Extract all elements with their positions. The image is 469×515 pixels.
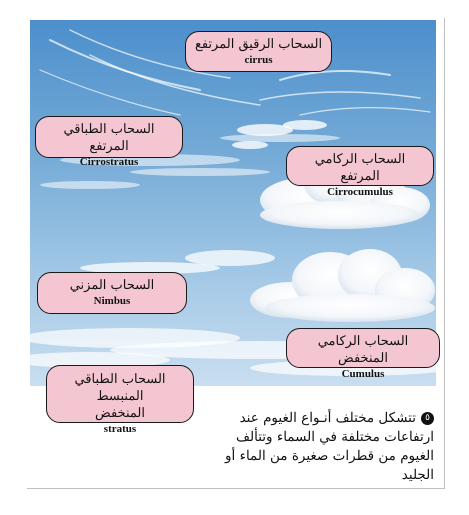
label-cirrus [185, 31, 332, 72]
label-cirrocumulus-arabic: السحاب الركامي المرتفع [314, 152, 406, 184]
label-cumulus-english: Cumulus [341, 368, 385, 380]
label-cumulus-arabic: السحاب الركامي المنخفض [317, 334, 409, 366]
cumulus-lower [250, 249, 435, 322]
label-cumulus [286, 328, 440, 380]
label-stratus-english: stratus [103, 423, 137, 435]
label-stratus-arabic-line1: السحاب الطباقي المنبسط [74, 372, 166, 404]
label-cirrus-english: cirrus [244, 54, 273, 66]
cirrocumulus-ripples [232, 120, 327, 149]
label-nimbus-english: Nimbus [93, 295, 131, 307]
figure-caption [200, 409, 434, 485]
caption-marker: ٥ [421, 412, 434, 425]
label-nimbus [37, 272, 187, 314]
label-stratus-arabic-line2: المنخفض [95, 406, 145, 421]
label-cirrostratus-arabic: السحاب الطباقي المرتفع [63, 122, 155, 154]
label-cirrocumulus [286, 146, 434, 198]
caption-text: تتشكل مختلف أنـواع الغيوم عند ارتفاعات مختلفة في السماء وتتألف الغيوم من قطرات صغيرة من الماء أو الجليد [225, 410, 434, 483]
label-cirrostratus [35, 116, 183, 168]
label-cirrostratus-english: Cirrostratus [79, 156, 139, 168]
label-nimbus-arabic: السحاب المزني [69, 278, 155, 293]
label-cirrocumulus-english: Cirrocumulus [327, 186, 393, 198]
nimbus-band [80, 250, 275, 274]
label-stratus [46, 365, 194, 435]
label-cirrus-arabic: السحاب الرقيق المرتفع [194, 37, 323, 52]
